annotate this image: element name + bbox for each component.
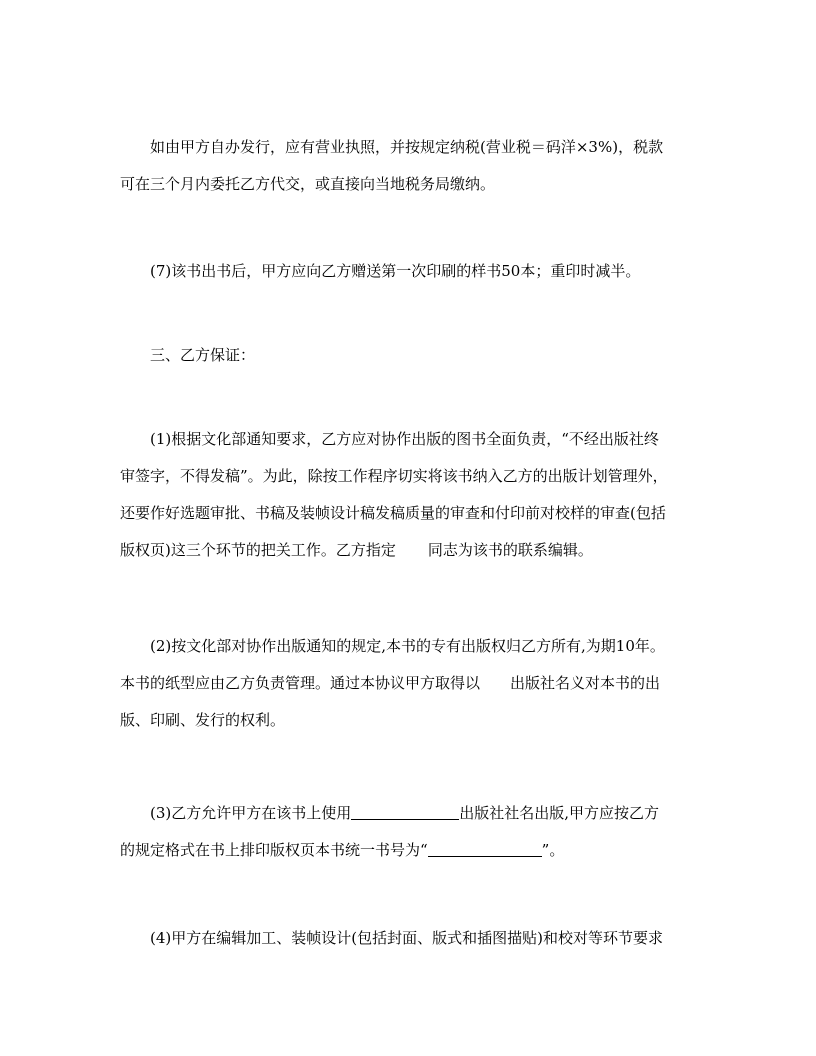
text-segment: 出版社社名出版,甲方应按乙方	[459, 804, 660, 822]
fill-in-blank	[351, 803, 459, 820]
text-line: 还要作好选题审批、书稿及装帧设计稿发稿质量的审查和付印前对校样的审查(包括	[120, 504, 666, 522]
fill-in-blank	[428, 840, 542, 857]
text-line: (1)根据文化部通知要求，乙方应对协作出版的图书全面负责，“不经出版社终	[150, 430, 659, 448]
text-segment: (3)乙方允许甲方在该书上使用	[150, 804, 352, 822]
text-segment: 的规定格式在书上排印版权页本书统一书号为“	[120, 841, 428, 859]
text-line: (4)甲方在编辑加工、装帧设计(包括封面、版式和插图描贴)和校对等环节要求	[150, 929, 663, 947]
text-segment: 出版社名义对本书的出	[510, 674, 661, 692]
paragraph-tax-payment	[120, 129, 700, 203]
paragraph-clause-3	[120, 795, 700, 869]
paragraph-sample-books	[120, 253, 700, 290]
paragraph-clause-1	[120, 421, 700, 569]
text-line: 审签字，不得发稿”。为此，除按工作程序切实将该书纳入乙方的出版计划管理外，	[120, 467, 668, 485]
paragraph-clause-4	[120, 920, 700, 957]
section-heading: 三、乙方保证：	[150, 346, 256, 364]
text-segment: 本书的纸型应由乙方负责管理。通过本协议甲方取得以	[120, 674, 481, 692]
text-line: 可在三个月内委托乙方代交，或直接向当地税务局缴纳。	[120, 175, 496, 193]
text-line	[120, 532, 700, 569]
text-segment: 同志为该书的联系编辑。	[427, 541, 593, 559]
text-segment: ”。	[541, 841, 565, 859]
text-segment: 版权页)这三个环节的把关工作。乙方指定	[120, 541, 396, 559]
text-line	[120, 665, 700, 702]
text-line: (7)该书出书后，甲方应向乙方赠送第一次印刷的样书50本；重印时减半。	[150, 262, 641, 280]
text-line: 版、印刷、发行的权利。	[120, 711, 286, 729]
text-line	[120, 795, 700, 832]
paragraph-clause-2	[120, 628, 700, 739]
text-line: (2)按文化部对协作出版通知的规定,本书的专有出版权归乙方所有,为期10年。	[150, 637, 665, 655]
text-line: 如由甲方自办发行，应有营业执照，并按规定纳税(营业税＝码洋×3%)，税款	[150, 138, 664, 156]
section-heading-party-b-guarantee	[120, 337, 700, 374]
text-line	[120, 832, 700, 869]
